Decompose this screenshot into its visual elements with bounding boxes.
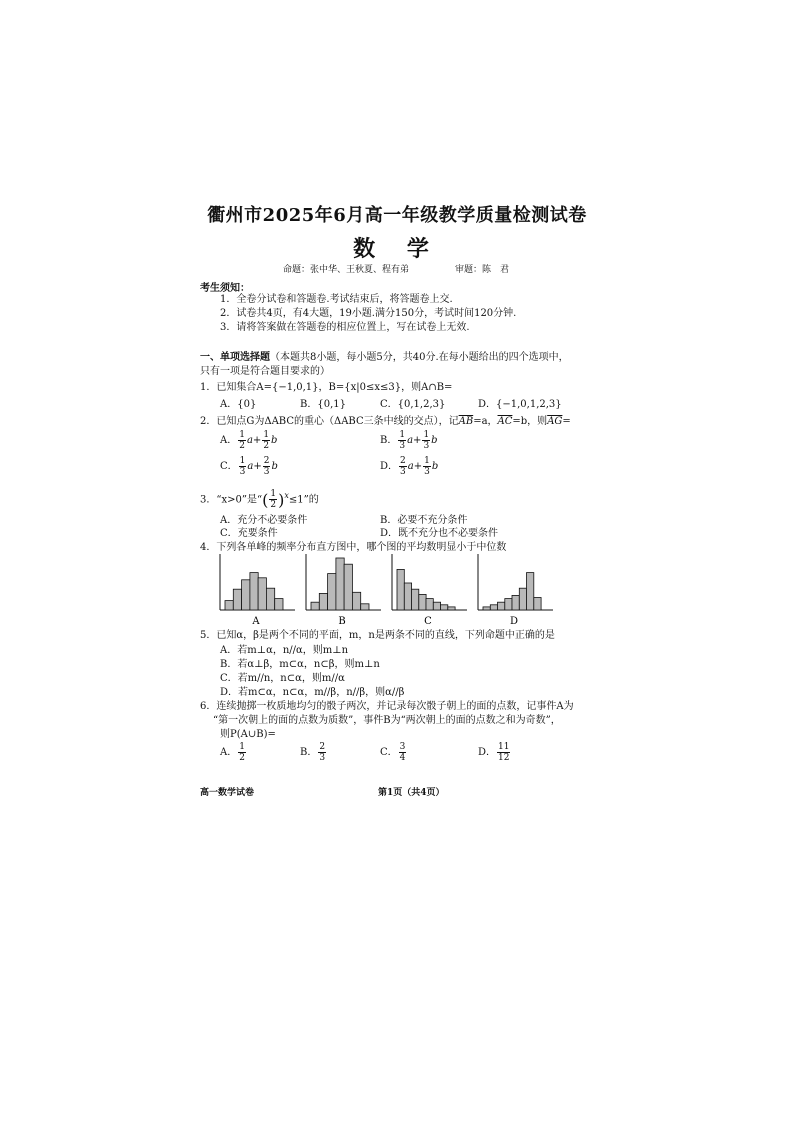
q2-c-frac1 <box>239 456 247 477</box>
q5-option-a: A．若m⊥α，n//α，则m⊥n <box>220 645 349 656</box>
histogram-bar <box>483 607 490 610</box>
exam-subject: 数 学 <box>353 236 441 262</box>
histogram-label: C <box>424 616 432 626</box>
q2-c-frac2 <box>263 456 271 477</box>
histogram-bar <box>419 594 426 610</box>
q2-a-frac2-num: 1 <box>263 430 270 440</box>
q2-vec-ac: $\overline{AC}$ <box>497 416 513 427</box>
q6-a-label: A． <box>220 747 238 758</box>
histogram-bar <box>225 601 233 610</box>
q6-b-label: B． <box>300 747 318 758</box>
q6-a-num: 1 <box>239 742 245 752</box>
q6-a-frac <box>238 742 246 763</box>
q6-option-b <box>300 742 327 763</box>
authors-text: 命题：张中华、王秋夏、程有弟 <box>283 265 410 275</box>
q2-b-mid: a+ <box>407 435 422 446</box>
q2-eq-a: =a， <box>473 416 498 427</box>
histogram-bar <box>233 589 241 610</box>
q6-a-den: 2 <box>239 753 245 763</box>
histogram-bar <box>534 598 541 611</box>
q2-b-frac1 <box>398 430 406 451</box>
section1-line2: 只有一项是符合题目要求的） <box>200 366 330 377</box>
notice-item-1: 1．全卷分试卷和答题卷.考试结束后，将答题卷上交. <box>220 294 453 305</box>
histogram-B <box>306 554 381 626</box>
histogram-bar <box>404 583 411 610</box>
q2-d-frac2 <box>423 456 431 477</box>
histogram-bar <box>498 602 505 610</box>
q2-c-label: C． <box>220 461 238 472</box>
q2-d-end: b <box>431 461 439 472</box>
section1-desc: （本题共8小题，每小题5分，共40分.在每小题给出的四个选项中， <box>270 352 569 363</box>
q6-d-frac <box>497 742 510 763</box>
histogram-bar <box>258 578 266 610</box>
q2-option-b <box>380 430 438 451</box>
q6-b-num: 2 <box>319 742 326 752</box>
q2-a-label: A． <box>220 435 238 446</box>
q3-stem <box>200 489 319 510</box>
reviewer-text: 审题：陈 君 <box>455 265 510 275</box>
q5-option-b: B．若α⊥β，m⊂α，n⊂β，则m⊥n <box>220 659 380 670</box>
q6-b-frac <box>318 742 326 763</box>
q4-histograms <box>215 552 565 626</box>
histogram-bar <box>448 607 455 610</box>
histogram-bar <box>505 599 512 610</box>
q2-option-d <box>380 456 438 477</box>
q1-option-c: C．{0,1,2,3} <box>380 399 446 410</box>
q1-option-d: D．{−1,0,1,2,3} <box>478 399 562 410</box>
notice-item-2: 2．试卷共4页，有4大题，19小题.满分150分，考试时间120分钟. <box>220 308 517 319</box>
q2-vec-ag: $\overline{AG}$ <box>547 416 563 427</box>
histogram-bar <box>426 599 433 610</box>
q3-option-b: B．必要不充分条件 <box>380 515 468 526</box>
q5-option-c: C．若m//n，n⊂α，则m//α <box>220 673 345 684</box>
q2-d-frac1-num: 2 <box>400 456 406 466</box>
histogram-bar <box>397 569 404 610</box>
histogram-label: A <box>252 616 260 626</box>
q3-option-a: A．充分不必要条件 <box>220 515 308 526</box>
q2-b-frac2-num: 1 <box>423 430 430 440</box>
q2-c-frac1-den: 3 <box>239 467 246 477</box>
q2-eq-end: = <box>562 416 571 427</box>
q2-c-end: b <box>271 461 278 472</box>
histogram-label: D <box>509 616 519 626</box>
q5-option-d: D．若m⊂α，n⊂α，m//β，n//β，则α//β <box>220 687 405 698</box>
q6-option-a <box>220 742 247 763</box>
histogram-bar <box>361 604 369 610</box>
q3-post: ≤1”的 <box>288 494 319 506</box>
q2-a-frac1-num: 1 <box>239 430 245 440</box>
q2-b-frac2 <box>422 430 430 451</box>
q1-option-b: B．{0,1} <box>300 399 346 410</box>
histogram-bar <box>336 558 344 610</box>
histogram-A <box>220 554 295 626</box>
q2-b-frac1-num: 1 <box>399 430 406 440</box>
q6-d-den: 12 <box>498 753 510 763</box>
q4-stem: 4．下列各单峰的频率分布直方图中，哪个图的平均数明显小于中位数 <box>200 542 507 553</box>
histogram-bar <box>266 588 274 610</box>
q3-pre: 3．“x>0”是“ <box>200 494 263 506</box>
q6-d-num: 11 <box>498 742 510 752</box>
q2-a-frac2-den: 2 <box>263 441 270 451</box>
q2-d-mid: a+ <box>407 461 423 472</box>
q2-c-mid: a+ <box>247 461 262 472</box>
notice-heading: 考生须知： <box>200 283 250 294</box>
histogram-bar <box>433 602 440 610</box>
q2-b-end: b <box>431 435 438 446</box>
q3-exponent: x <box>284 491 289 500</box>
q6-option-d <box>478 742 511 763</box>
q6-c-label: C． <box>380 747 398 758</box>
histogram-label: B <box>338 616 346 626</box>
histogram-D <box>478 554 553 626</box>
histogram-bar <box>275 599 283 610</box>
q3-frac-den: 2 <box>270 500 277 511</box>
q2-a-end: b <box>271 435 278 446</box>
q2-c-frac1-num: 1 <box>239 456 246 466</box>
q2-b-frac1-den: 3 <box>399 441 406 451</box>
q2-vec-ab: $\overline{AB}$ <box>458 416 474 427</box>
section1-heading: 一、单项选择题 <box>200 352 270 363</box>
notice-item-3: 3．请将答案做在答题卷的相应位置上，写在试卷上无效. <box>220 322 470 333</box>
q5-stem: 5．已知α，β是两个不同的平面，m，n是两条不同的直线，下列命题中正确的是 <box>200 630 555 641</box>
q6-b-den: 3 <box>319 753 326 763</box>
q2-d-frac2-num: 1 <box>424 456 430 466</box>
q2-option-a <box>220 430 277 451</box>
q3-frac-num: 1 <box>270 489 277 500</box>
q6-c-frac <box>399 742 407 763</box>
q3-option-d: D．既不充分也不必要条件 <box>380 528 499 539</box>
q2-c-frac2-den: 3 <box>263 467 270 477</box>
q2-d-label: D． <box>380 461 399 472</box>
q1-stem: 1．已知集合A={−1,0,1}，B={x|0≤x≤3}，则A∩B= <box>200 382 453 393</box>
q2-d-frac1-den: 3 <box>400 467 406 477</box>
footer-page: 第1页（共4页） <box>378 788 445 798</box>
histogram-bar <box>519 588 526 610</box>
section1-line1 <box>200 351 569 364</box>
histogram-bar <box>242 580 250 610</box>
histogram-bar <box>311 602 319 610</box>
q3-option-c: C．充要条件 <box>220 528 278 539</box>
q6-line1: 6．连续抛掷一枚质地均匀的骰子两次，并记录每次骰子朝上的面的点数，记事件A为 <box>200 701 574 712</box>
histogram-bar <box>512 595 519 610</box>
q6-line2: “第一次朝上的面的点数为质数”，事件B为“两次朝上的面的点数之和为奇数”， <box>213 715 561 726</box>
histogram-bar <box>344 564 352 610</box>
q2-c-frac2-num: 2 <box>263 456 270 466</box>
q6-c-num: 3 <box>399 742 406 752</box>
q2-stem <box>200 415 571 428</box>
histogram-bar <box>319 593 327 610</box>
histogram-bar <box>250 573 258 610</box>
q1-option-a: A．{0} <box>220 399 257 410</box>
exam-authors <box>283 262 509 275</box>
histogram-bar <box>527 573 534 610</box>
histogram-bar <box>490 605 497 610</box>
q2-a-mid: a+ <box>246 435 262 446</box>
q2-b-frac2-den: 3 <box>423 441 430 451</box>
q2-d-frac2-den: 3 <box>424 467 430 477</box>
exam-title: 衢州市2025年6月高一年级教学质量检测试卷 <box>207 205 587 226</box>
q6-option-c <box>380 742 407 763</box>
histogram-C <box>392 554 467 626</box>
histogram-bar <box>412 589 419 610</box>
q6-line3: 则P(A∪B)= <box>220 729 276 740</box>
histogram-bar <box>441 605 448 610</box>
histogram-bar <box>352 592 360 610</box>
q2-d-frac1 <box>399 456 407 477</box>
q3-frac <box>269 489 277 510</box>
q2-a-frac1-den: 2 <box>239 441 245 451</box>
q2-a-frac1 <box>238 430 246 451</box>
q6-d-label: D． <box>478 747 497 758</box>
footer-left: 高一数学试卷 <box>200 788 255 798</box>
q6-c-den: 4 <box>399 753 406 763</box>
q3-paren-open: ( <box>262 490 269 510</box>
q2-option-c <box>220 456 278 477</box>
histogram-bar <box>328 574 336 610</box>
q2-stem-text: 2．已知点G为ΔABC的重心（ΔABC三条中线的交点），记 <box>200 416 459 427</box>
q2-b-label: B． <box>380 435 398 446</box>
q2-eq-b: =b，则 <box>512 416 548 427</box>
q3-paren-close: ) <box>278 490 285 510</box>
q2-a-frac2 <box>262 430 270 451</box>
